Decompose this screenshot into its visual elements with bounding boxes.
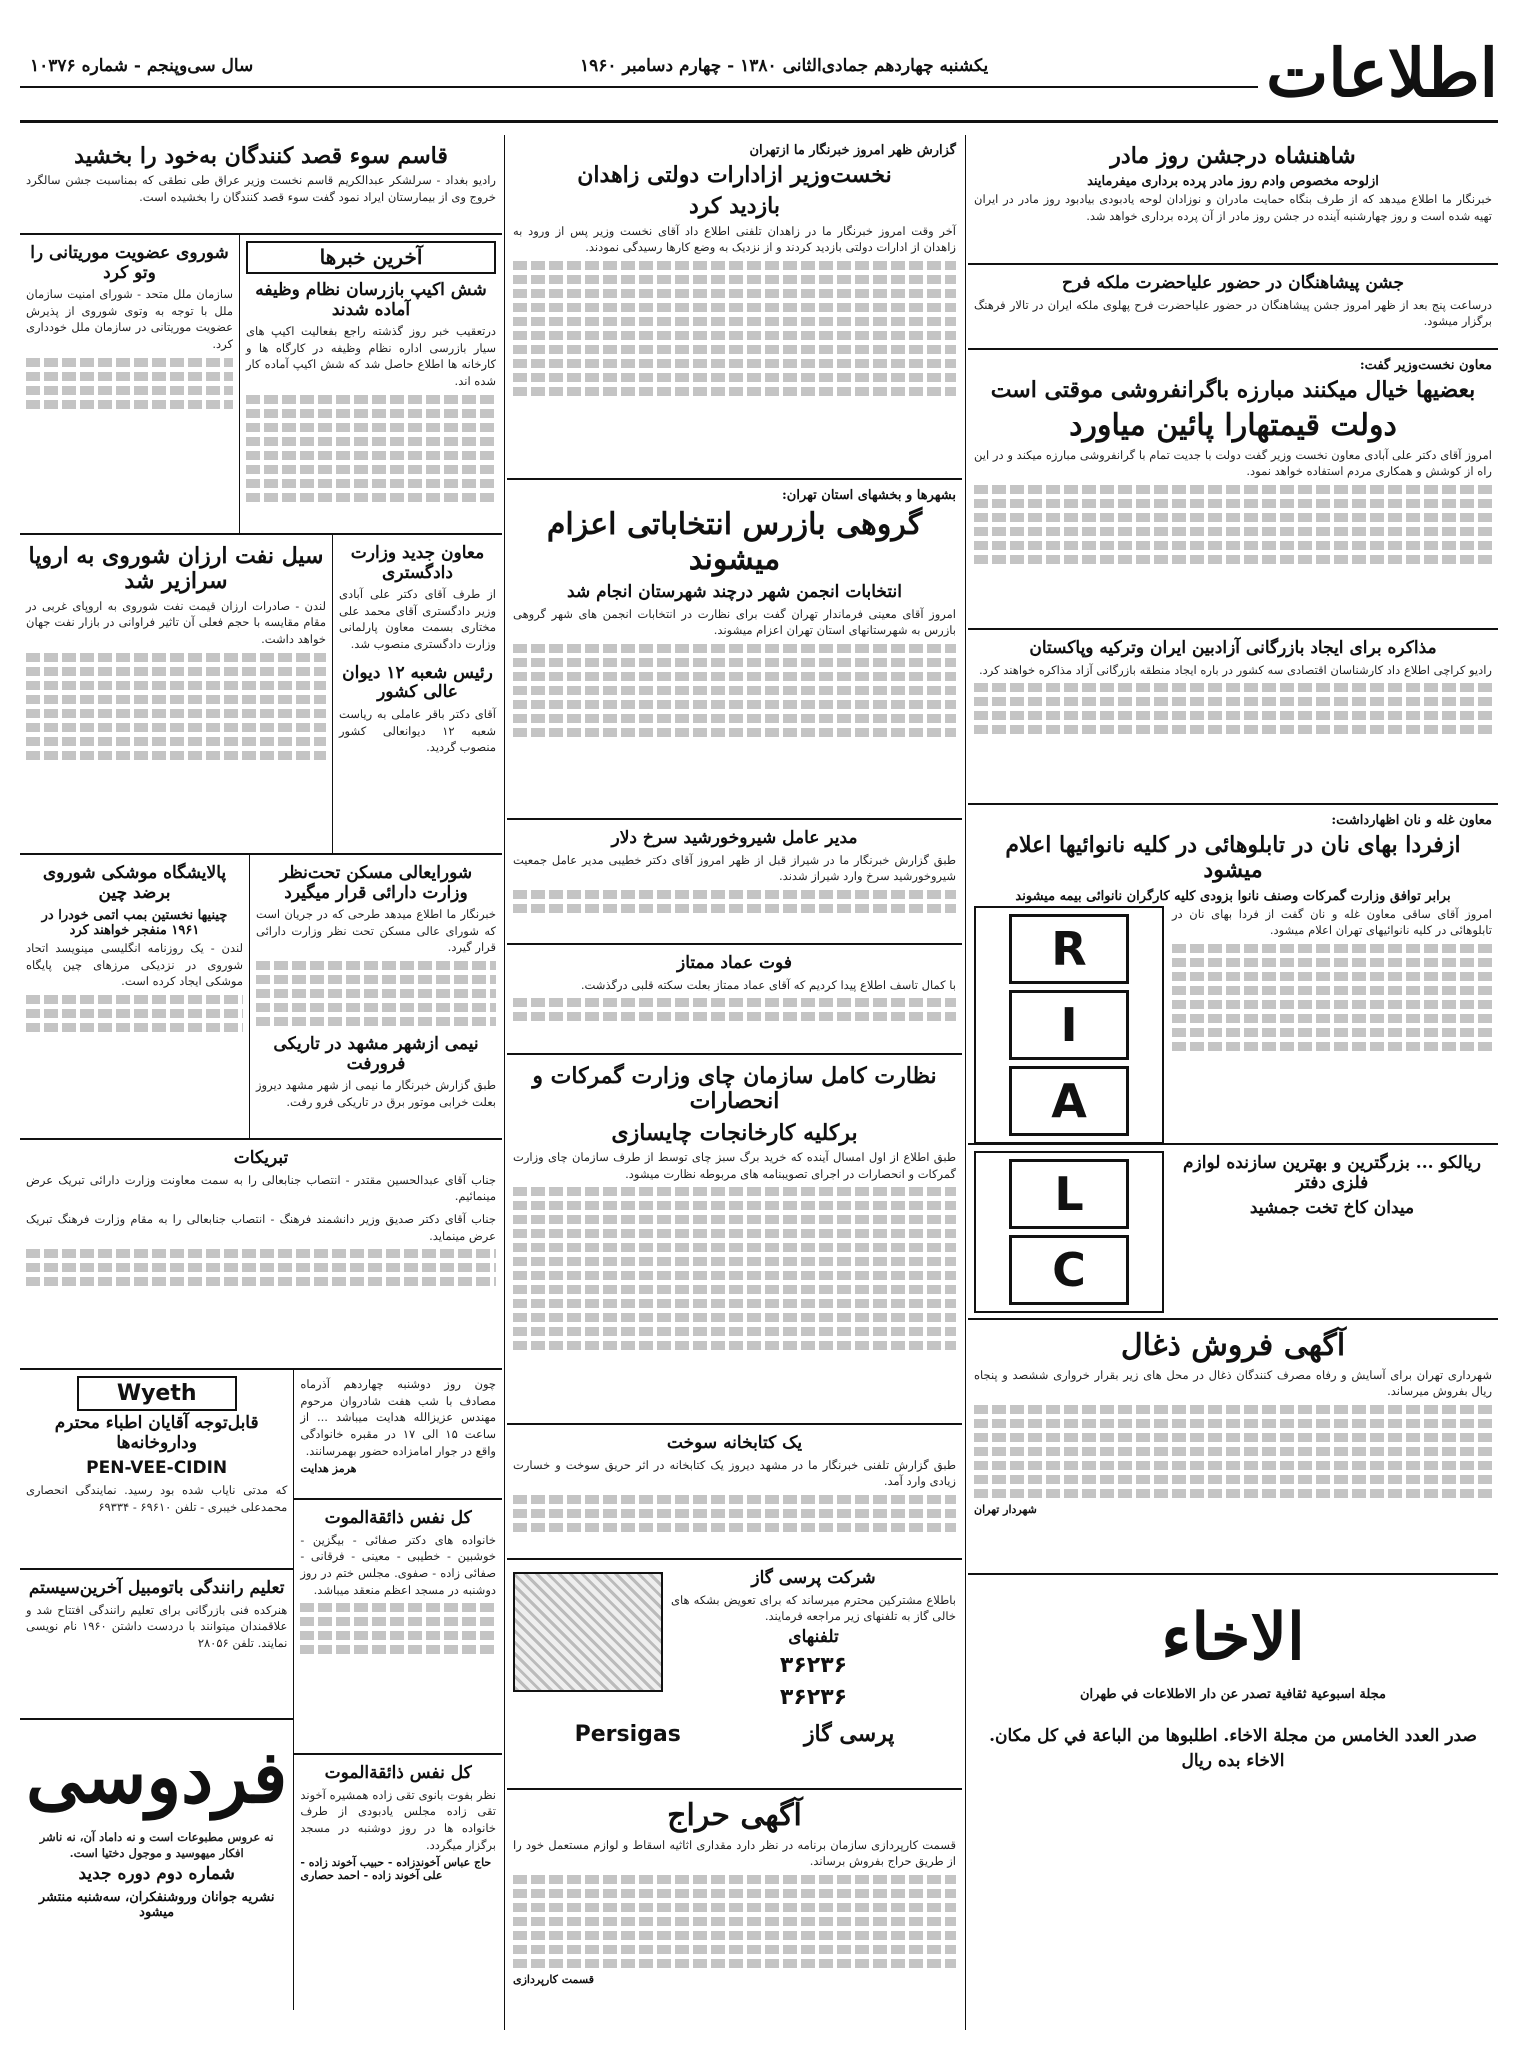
article-text: رادیو کراچی اطلاع داد کارشناسان اقتصادی سه کشور در باره ایجاد منطقه بازرگانی آزاد مذاکره خواهند کرد.: [979, 662, 1492, 677]
article-text: امروز آقای ساقی معاون غله و نان گفت از فردا بهای نان در تابلوهائی در کلیه نانوائیهای تهران اعلام میشود.: [1172, 906, 1492, 938]
headline: بعضیها خیال میکنند مبارزه باگرانفروشی موقتی است: [990, 377, 1476, 403]
article-text: سازمان ملل متحد - شورای امنیت سازمان ملل با توجه به وتوی شوروی از پذیرش عضویت موریتانی در سازمان ملل خودداری کرد.: [26, 287, 233, 352]
article-body: آقای دکتر باقر عاملی به ریاست شعبه ۱۲ دیوانعالی کشور منصوب گردید.: [339, 706, 496, 755]
subhead: برابر توافق وزارت گمرکات وصنف نانوا بزودی کلیه کارگران نانوائی بیمه میشوند: [1015, 888, 1451, 904]
article-body: از طرف آقای دکتر علی آبادی وزیر دادگستری آقای محمد علی مختاری بسمت معاون پارلمانی وزارت دادگستری منصوب شد.: [339, 587, 496, 652]
ad-persigas: [507, 1560, 962, 1790]
rialco-letter: C: [1009, 1235, 1129, 1305]
headline: شش اکیپ بازرسان نظام وظیفه آماده شدند: [255, 280, 487, 320]
column-rule: [965, 135, 966, 2030]
headline: سیل نفت ارزان شوروی به اروپا سرازیر شد: [28, 543, 324, 595]
headline: معاون جدید وزارت دادگستری: [350, 543, 485, 583]
masthead-date: یکشنبه چهاردهم جمادی‌الثانی ۱۳۸۰ - چهارم دسامبر ۱۹۶۰: [580, 56, 989, 76]
headline: نخست‌وزیر ازادارات دولتی زاهدان: [577, 162, 892, 188]
ad-body: که مدتی نایاب شده بود رسید. نمایندگی انحصاری محمدعلی خیبری - تلفن ۶۹۶۱۰ - ۶۹۳۳۴: [26, 1482, 288, 1514]
kicker: معاون نخست‌وزیر گفت:: [1359, 358, 1492, 373]
phones-label: تلفنهای: [788, 1626, 839, 1647]
article-body: طبق گزارش خبرنگار ما نیمی از شهر مشهد دیروز بعلت خرابی موتور برق در تاریکی فرو رفت.: [256, 1078, 496, 1109]
ad-body: هنرکده فنی بازرگانی برای تعلیم رانندگی افتتاح شد و علاقمندان میتوانند با دردست داشتن ۱۹۶۰ نام نویسی نمایند. تلفن ۲۸۰۵۶: [26, 1602, 288, 1650]
rialco-letters: [982, 914, 1156, 1136]
ad-mourning-2: [294, 1755, 502, 2010]
ads-right: [20, 1370, 293, 2010]
article-body: درساعت پنج بعد از ظهر امروز جشن پیشاهنگان در حضور علیاحضرت فرح پهلوی ملکه ایران در تالار فرهنگ برگزار میشود.: [974, 297, 1492, 329]
article-rialco-tagline: [968, 1145, 1498, 1320]
phone-2: ۳۶۲۳۶: [779, 1684, 848, 1710]
ferdowsi-logo: فردوسی: [26, 1734, 288, 1819]
article-missile: [20, 855, 250, 1138]
headline: آگهی حراج: [667, 1798, 802, 1833]
headline-2: دولت قیمتهارا پائین میاورد: [1069, 408, 1397, 444]
alakha-sub: مجلة اسبوعية ثقافية تصدر عن دار الاطلاعات في طهران: [1079, 1686, 1387, 1702]
ad-mourning-1: [294, 1500, 502, 1755]
headline: شرکت پرسی گاز: [751, 1568, 876, 1588]
article-body: جناب آقای عبدالحسین مقتدر - انتصاب جنابعالی را به سمت معاونت وزارت دارائی تبریک عرض مینمائیم.: [26, 1172, 496, 1204]
article-text: لندن - یک روزنامه انگلیسی مینویسد اتحاد شوروی در نزدیکی مرزهای چین پایگاه موشکی ایجاد کرده است.: [26, 941, 243, 989]
kicker: گزارش ظهر امروز خبرنگار ما ازتهران: [749, 143, 956, 158]
article-oil: [20, 535, 332, 853]
headline-2: برکلیه کارخانجات چایسازی: [611, 1119, 858, 1146]
headline: شاهنشاه درجشن روز مادر: [1110, 143, 1356, 169]
alakha-logo: الاخاء: [1161, 1600, 1305, 1675]
article-body: [256, 906, 496, 1026]
headline: آگهی فروش ذغال: [1120, 1328, 1346, 1363]
ad-text: خانواده های دکتر صفائی - بیگزین - خوشبین - خطیبی - معینی - فرقانی - صفائی زاده - صفوی. مجلس ختم در روز دوشنبه در مسجد اعظم منعقد میباشد.: [300, 1532, 496, 1597]
article-text: امروز آقای دکتر علی آبادی معاون نخست وزیر گفت دولت با جدیت تمام با گرانفروشی مبارزه میکند و در این راه از کوشش و همکاری مردم استفاده خواهد نمود.: [974, 447, 1492, 479]
article-bread: [968, 805, 1498, 1145]
signature: شهردار تهران: [974, 1502, 1037, 1516]
article-body: [974, 1367, 1492, 1498]
ad-body: باطلاع مشترکین محترم میرساند که برای تعویض بشکه های خالی گاز به تلفنهای زیر مراجعه فرمایند.: [671, 1592, 956, 1624]
rialco-letter: R: [1009, 914, 1129, 984]
article-text: آخر وقت امروز خبرنگار ما در زاهدان تلفنی اطلاع داد آقای نخست وزیر پس از ورود به زاهدان از ادارات دولتی بازدید کردند و از نزدیک به وضع کارها رسیدگی نمودند.: [513, 223, 956, 255]
article-elections: [507, 480, 962, 820]
rialco-ad-cont: [974, 1151, 1164, 1313]
column-rule: [504, 135, 505, 2030]
headline-2: بازدید کرد: [689, 193, 780, 220]
ad-wyeth: [20, 1370, 293, 1570]
kicker: معاون غله و نان اظهارداشت:: [1331, 813, 1492, 828]
article-congratulations: [20, 1140, 502, 1370]
ad-ferdowsi: [20, 1720, 293, 2010]
article-body: [1172, 906, 1492, 1144]
article-fire: [507, 1425, 962, 1560]
rialco-ad: [974, 906, 1164, 1144]
signature: قسمت کارپردازی: [513, 1972, 594, 1986]
rialco-letter: L: [1009, 1159, 1129, 1229]
headline: قابل‌توجه آقایان اطباء محترم وداروخانه‌ها: [54, 1413, 259, 1453]
headline: کل نفس ذائقة‌الموت: [324, 1508, 472, 1528]
article-body: [974, 447, 1492, 564]
headline: مذاکره برای ایجاد بازرگانی آزادبین ایران وترکیه وپاکستان: [1029, 638, 1437, 658]
article-text: جناب آقای دکتر صدیق وزیر دانشمند فرهنگ - انتصاب جنابعالی را به مقام وزارت فرهنگ تبریک عرض مینماید.: [26, 1211, 496, 1243]
headline-court: رئیس شعبه ۱۲ دیوان عالی کشور: [342, 662, 493, 703]
brand: PEN-VEE-CIDIN: [86, 1458, 228, 1479]
column-middle: [507, 135, 962, 2030]
bread-row: [974, 906, 1492, 1144]
article-text: طبق گزارش تلفنی خبرنگار ما در مشهد دیروز یک کتابخانه در اثر حریق سوخت و خسارت زیادی وارد آمد.: [513, 1457, 956, 1489]
article-housing: [250, 855, 502, 1138]
fox-mascot-icon: [513, 1572, 663, 1692]
ad-body: نظر بفوت بانوی تقی زاده همشیره آخوند تقی زاده مجلس یادبودی از طرف خانواده ها در روز دوشنبه در مسجد برگزار میگردد.: [300, 1787, 496, 1852]
headline: کل نفس ذائقة‌الموت: [324, 1763, 472, 1783]
headline: شورایعالی مسکن تحت‌نظر وزارت دارائی قرار میگیرد: [279, 863, 473, 903]
subhead: ازلوحه مخصوص وادم روز مادر پرده برداری میفرمایند: [1087, 174, 1379, 190]
phone-1: ۳۶۲۳۶: [779, 1653, 848, 1679]
article-body: خبرنگار ما اطلاع میدهد که از طرف بنگاه حمایت مادران و نوزادان لوحه یادبودی بیادبود روز مادر در ایران تهیه شده است و روز چهارشنبه آینده در جشن روز مادر از آن پرده برداری خواهد شد.: [974, 192, 1492, 223]
headline: شوروی عضویت موریتانی را وتو کرد: [30, 243, 229, 283]
wyeth-logo: Wyeth: [77, 1376, 237, 1411]
headline-mashhad: نیمی ازشهر مشهد در تاریکی فرورفت: [273, 1034, 479, 1074]
gas-logo: پرسی گاز: [803, 1721, 895, 1748]
article-body: [974, 662, 1492, 735]
signature: هرمز هدایت: [300, 1462, 357, 1476]
article-death: [507, 945, 962, 1055]
headline: تعلیم رانندگی باتومبیل آخرین‌سیستم: [28, 1578, 285, 1598]
row-oil: [20, 535, 502, 855]
headline: مدیر عامل شیروخورشید سرخ دلار: [611, 828, 858, 848]
masthead-rule: [20, 86, 1258, 88]
front-page: [20, 135, 1498, 2030]
masthead: [20, 28, 1498, 123]
ad-body: [300, 1532, 496, 1655]
newspaper-logo: اطلاعات: [1266, 34, 1498, 112]
article-body: [26, 286, 233, 409]
ad-coal: [968, 1320, 1498, 1575]
ad-wedding: [294, 1370, 502, 1500]
article-text: قسمت کارپردازی سازمان برنامه در نظر دارد مقداری اثاثیه اسقاط و لوازم مستعمل خود را از طریق حراج بفروش برساند.: [513, 1837, 956, 1869]
row-conscription: [20, 235, 502, 535]
article-body: [513, 606, 956, 737]
article-body: [26, 940, 243, 1032]
article-conscription: [240, 235, 502, 533]
article-tea: [507, 1055, 962, 1425]
footer: نشریه جوانان وروشنفکران، سه‌شنبه منتشر میشود: [38, 1889, 275, 1920]
headline: جشن پیشاهنگان در حضور علیاحضرت ملکه فرح: [1062, 273, 1404, 293]
article-court: [332, 535, 502, 853]
alakha-price: الاخاء بده ریال: [1181, 1751, 1285, 1772]
article-text: طبق اطلاع از اول امسال آینده که خرید برگ سبز چای توسط از طرف سازمان چای وزارت گمرکات و انحصارات در اجرای تصویبنامه های مربوطه نظارت میشود.: [513, 1149, 956, 1181]
article-text: شهرداری تهران برای آسایش و رفاه مصرف کنندگان ذغال در محل های زیر بقرار خرواری ششصد و پنجاه ریال بفروش میرساند.: [974, 1367, 1492, 1399]
ad-body: نه عروس مطبوعات است و نه داماد آن، نه ناشر افکار میهوسید و موجول دختیا است.: [39, 1829, 274, 1861]
address: میدان کاخ تخت جمشید: [1249, 1198, 1415, 1219]
row-missile: [20, 855, 502, 1140]
signature: حاج عباس آخوندزاده - حبیب آخوند زاده - علی آخوند زاده - احمد حصاری: [300, 1856, 492, 1883]
article-body: رادیو بغداد - سرلشکر عبدالکریم قاسم نخست وزیر عراق طی نطقی که بمناسبت جشن سالگرد خروج وی از بیمارستان ایراد نمود گفت سوء قصد کنندگان را بخشیده است.: [26, 173, 496, 204]
alakha-text: صدر العدد الخامس من مجلة الاخاء. اطلبوها من الباعة في كل مکان.: [989, 1725, 1477, 1746]
ads-left: [293, 1370, 502, 2010]
article-body: [513, 1837, 956, 1968]
article-queen: [968, 265, 1498, 350]
article-body: [246, 323, 496, 502]
article-text: با کمال تاسف اطلاع پیدا کردیم که آقای عماد ممتاز بعلت سکته قلبی درگذشت.: [580, 977, 956, 992]
headline: پالایشگاه موشکی شوروی برضد چین: [42, 863, 227, 903]
subhead: انتخابات انجمن شهر درچند شهرستان انجام شد: [567, 582, 902, 602]
article-mauritania: [20, 235, 240, 533]
headline: یک کتابخانه سوخت: [666, 1433, 803, 1453]
column-right: [968, 135, 1498, 2030]
headline: نظارت کامل سازمان چای وزارت گمرکات و انحصارات: [532, 1063, 937, 1115]
issue: شماره دوم دوره جدید: [78, 1864, 235, 1885]
rialco-letter: I: [1009, 990, 1129, 1060]
article-body: [513, 852, 956, 913]
article-shiraz: [507, 820, 962, 945]
ad-auction: [507, 1790, 962, 2045]
article-shah: [968, 135, 1498, 265]
headline: ازفردا بهای نان در تابلوهائی در کلیه نانوائیها اعلام میشود: [1005, 832, 1461, 884]
article-text: طبق گزارش خبرنگار ما در شیراز قبل از ظهر امروز آقای دکتر خطیبی مدیر عامل جمعیت شیروخورشید سرخ وارد شیراز شدند.: [513, 852, 956, 884]
subhead: چینیها نخستین بمب اتمی خودرا در ۱۹۶۱ منفجر خواهند کرد: [41, 908, 228, 939]
article-body-2: [26, 1211, 496, 1286]
article-pakistan: [968, 630, 1498, 805]
article-zahedan: [507, 135, 962, 480]
article-body: [513, 1149, 956, 1350]
article-text: درتعقیب خبر روز گذشته راجع بفعالیت اکیپ های سیار بازرسی اداره نظام وظیفه در کارگاه ها و کارخانه ها اطلاع حاصل شد که شش اکیپ آماده کار شده اند.: [246, 324, 496, 389]
article-price-fight: [968, 350, 1498, 630]
ad-alakha: [968, 1575, 1498, 2015]
article-iraq: [20, 135, 502, 235]
column-left: [20, 135, 502, 2030]
latest-news-banner: آخرین خبرها: [246, 241, 496, 274]
ad-driving-school: [20, 1570, 293, 1720]
section-label: تبریکات: [233, 1148, 289, 1168]
masthead-issue: سال سی‌وپنجم - شماره ۱۰۳۷۶: [30, 56, 254, 76]
article-body: [513, 223, 956, 396]
ad-body: چون روز دوشنبه چهاردهم آذرماه مصادف با شب هفت شادروان مرحوم مهندس عزیزالله هدایت میباشد ... از ساعت ۱۵ الی ۱۷ در مقبره خانوادگی واقع در جوار امامزاده حضور بهمرسانند.: [300, 1377, 496, 1458]
headline: قاسم سوء قصد کنندگان به‌خود را بخشید: [74, 143, 448, 169]
article-text: خبرنگار ما اطلاع میدهد طرحی که در جریان است که شورای عالی مسکن تحت نظر وزارت دارائی قرار گیرد.: [256, 907, 496, 955]
article-body: [26, 598, 326, 760]
rialco-letter: A: [1009, 1066, 1129, 1136]
article-body: [513, 1457, 956, 1532]
headline: فوت عماد ممتاز: [677, 953, 792, 973]
article-text: لندن - صادرات ارزان قیمت نفت شوروی به اروپای غربی در مقام مقایسه با حجم فعلی آن تاثیر فراوانی در بازار نفت جهان خواهد داشت.: [26, 598, 326, 646]
gas-logo-latin: Persigas: [574, 1722, 681, 1748]
headline: ریالکو ... بزرگترین و بهترین سازنده لوازم فلزی دفتر: [1183, 1153, 1481, 1193]
article-text: امروز آقای معینی فرماندار تهران گفت برای نظارت در انتخابات انجمن های شهر گروهی بازرس به شهرستانهای استان تهران اعزام میشوند.: [513, 606, 956, 638]
article-body: [513, 977, 956, 1022]
kicker: بشهرها و بخشهای استان تهران:: [782, 488, 956, 503]
row-ads: [20, 1370, 502, 2010]
headline: گروهی بازرس انتخاباتی اعزام میشوند: [546, 507, 923, 577]
